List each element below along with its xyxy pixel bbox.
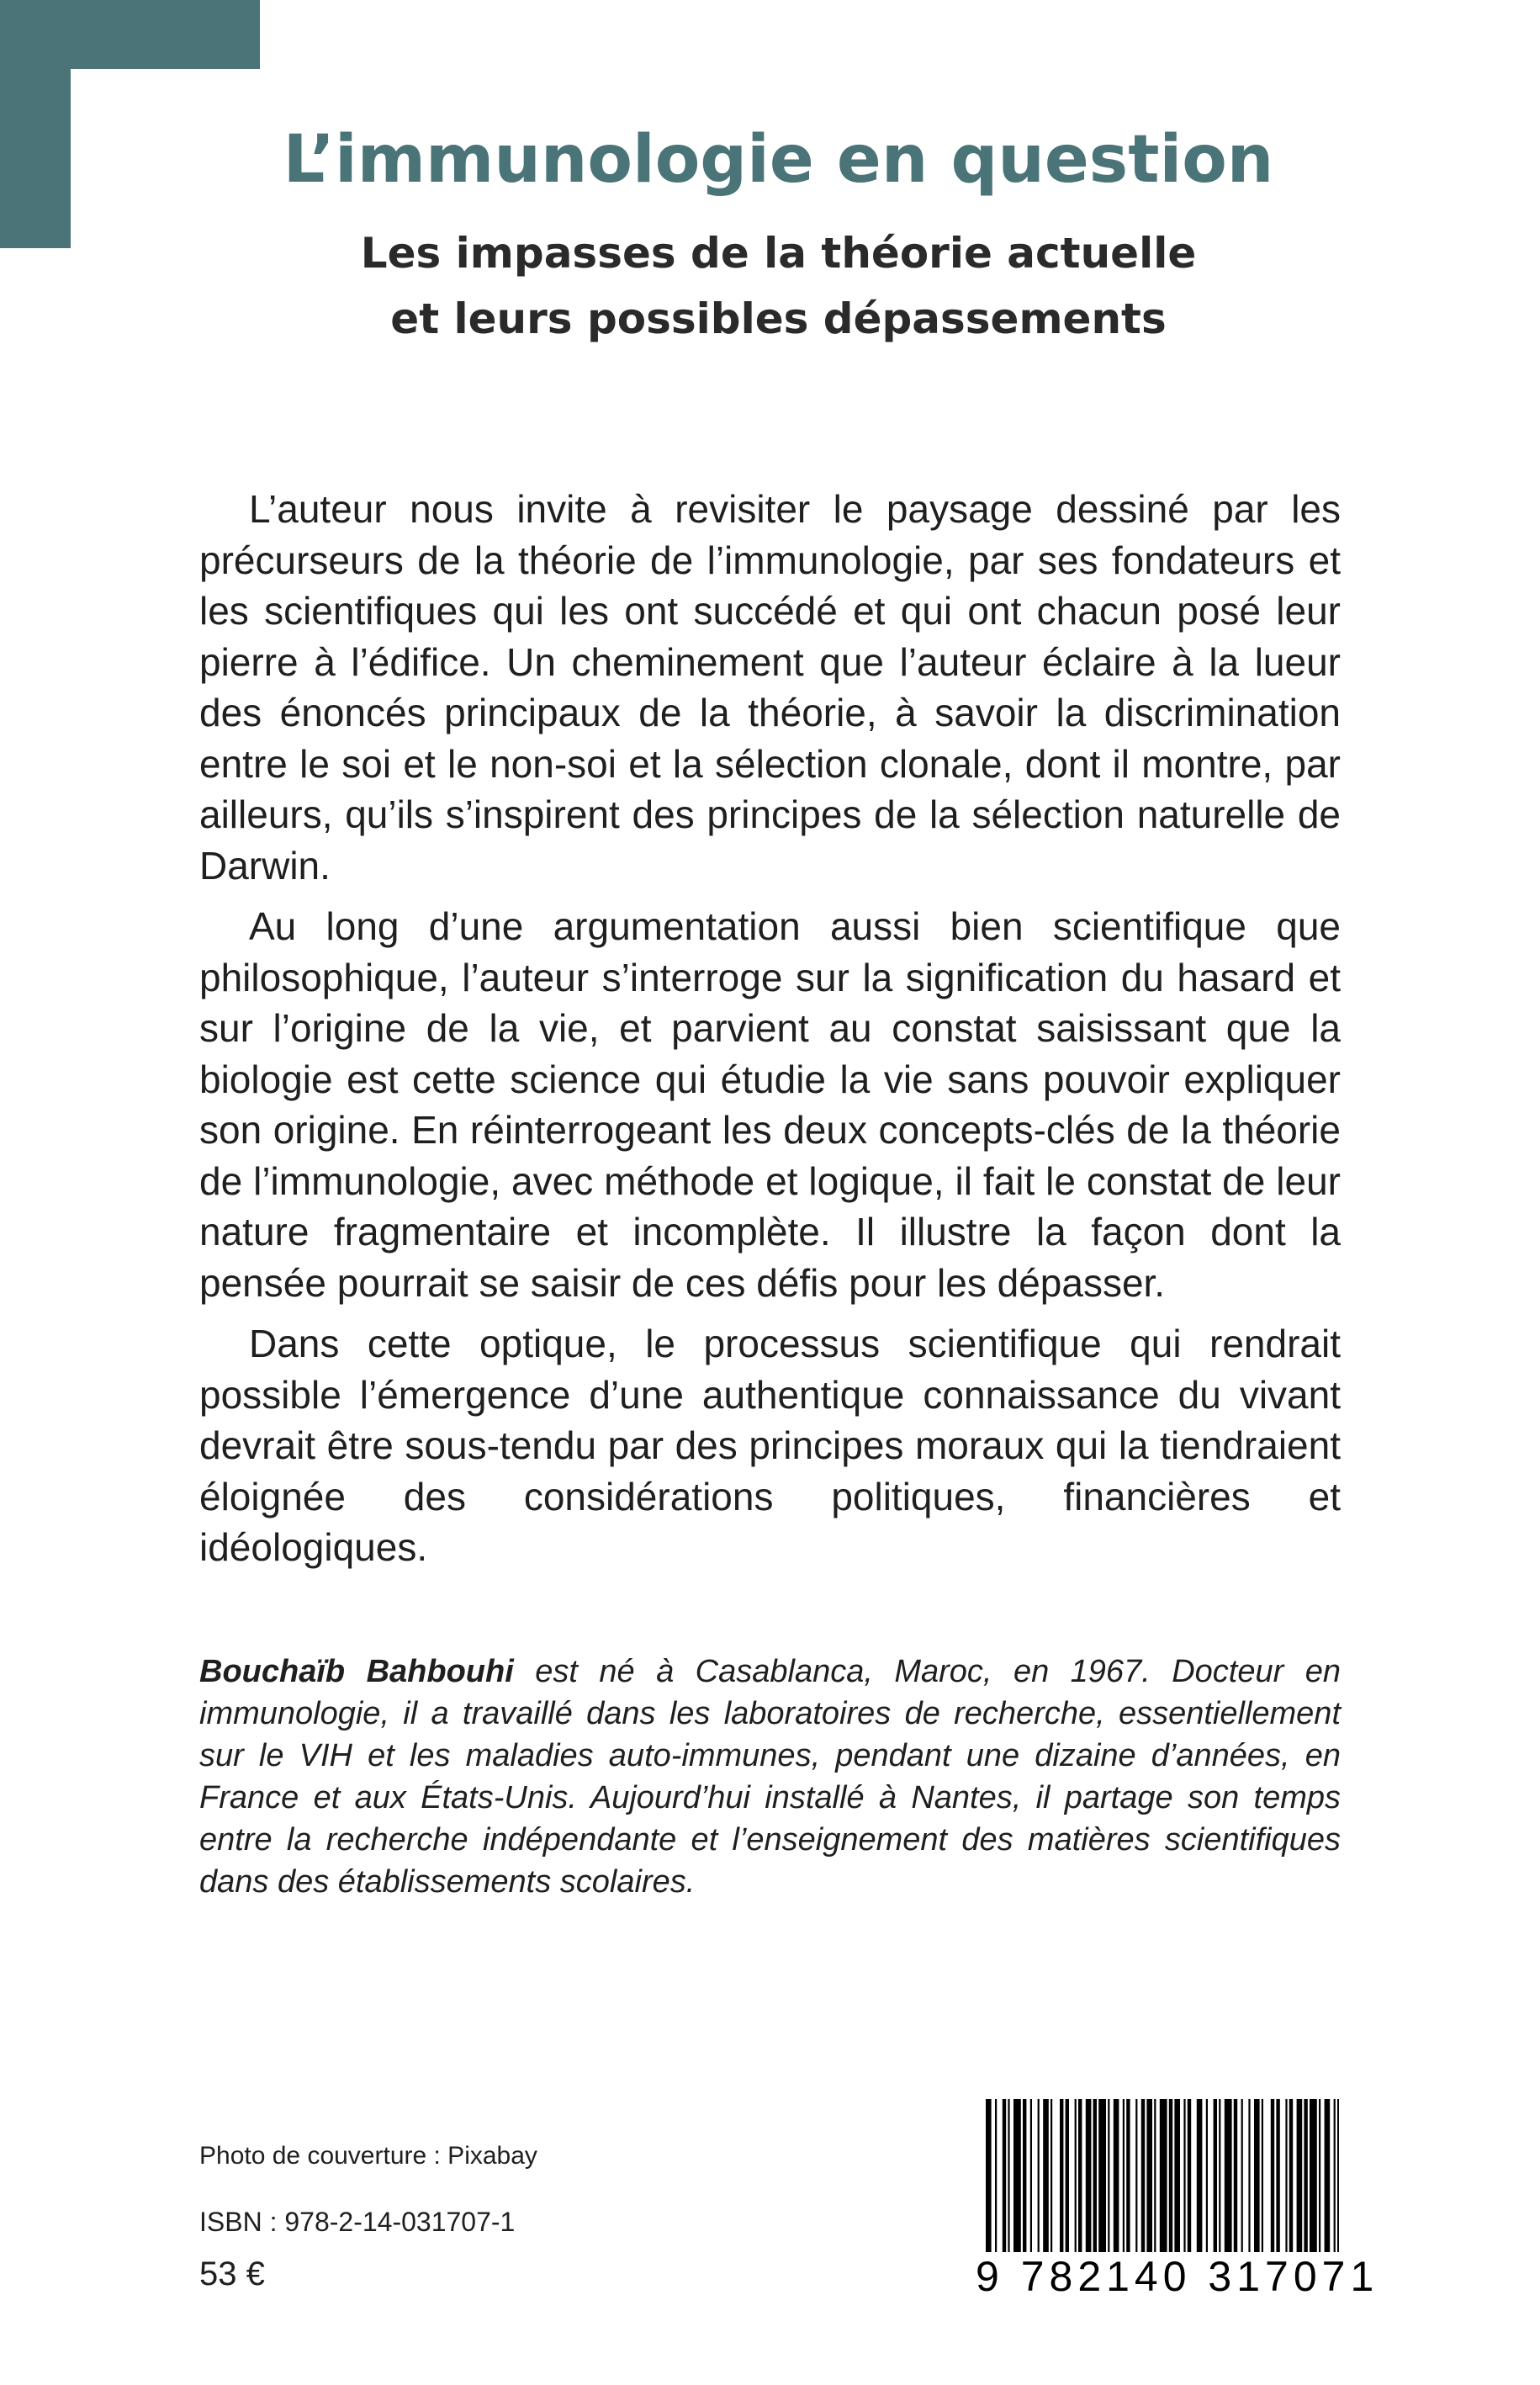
author-bio-text: est né à Casablanca, Maroc, en 1967. Docteur en immunologie, il a travaillé dans les laboratoires de recherche, essentiellement sur le VIH et les maladies auto-immunes, pendant une dizaine d’années, en France et aux États-Unis. Aujourd’hui installé à Nantes, il partage son temps entre la recherche indépendante et l’enseignement des matières scientifiques dans des établissements scolaires. xyxy=(199,1654,1341,1900)
subtitle-line-1: Les impasses de la théorie actuelle xyxy=(360,229,1197,278)
author-bio xyxy=(199,1651,1341,1903)
author-name: Bouchaïb Bahbouhi xyxy=(199,1654,514,1689)
blurb xyxy=(199,484,1341,1583)
book-subtitle xyxy=(101,220,1456,352)
corner-accent-vertical xyxy=(0,0,71,248)
blurb-paragraph: Au long d’une argumentation aussi bien scientifique que philosophique, l’auteur s’interroge sur la signification du hasard et sur l’origine de la vie, et parvient au constat saisissant que la biologie est cette science qui étudie la vie sans pouvoir expliquer son origine. En réinterrogeant les deux concepts-clés de la théorie de l’immunologie, avec méthode et logique, il fait le constat de leur nature fragmentaire et incomplète. Il illustre la façon dont la pensée pourrait se saisir de ces défis pour les dépasser. xyxy=(199,904,1341,1305)
blurb-paragraph: L’auteur nous invite à revisiter le paysage dessiné par les précurseurs de la théorie de l’immunologie, par ses fondateurs et les scientifiques qui les ont succédé et qui ont chacun posé leur pierre à l’édifice. Un cheminement que l’auteur éclaire à la lueur des énoncés principaux de la théorie, à savoir la discrimination entre le soi et le non-soi et la sélection clonale, dont il montre, par ailleurs, qu’ils s’inspirent des principes de la sélection naturelle de Darwin. xyxy=(199,487,1341,888)
price: 53 € xyxy=(199,2255,265,2292)
barcode-digits: 9 782140 317071 xyxy=(976,2253,1379,2300)
book-title: L’immunologie en question xyxy=(283,122,1274,198)
subtitle-line-2: et leurs possibles dépassements xyxy=(390,294,1167,343)
isbn: ISBN : 978-2-14-031707-1 xyxy=(199,2207,516,2237)
photo-credit: Photo de couverture : Pixabay xyxy=(199,2142,537,2170)
blurb-paragraph: Dans cette optique, le processus scientifique qui rendrait possible l’émergence d’une authentique connaissance du vivant devrait être sous-tendu par des principes moraux qui la tiendraient éloignée des considérations politiques, financières et idéologiques. xyxy=(199,1322,1341,1569)
